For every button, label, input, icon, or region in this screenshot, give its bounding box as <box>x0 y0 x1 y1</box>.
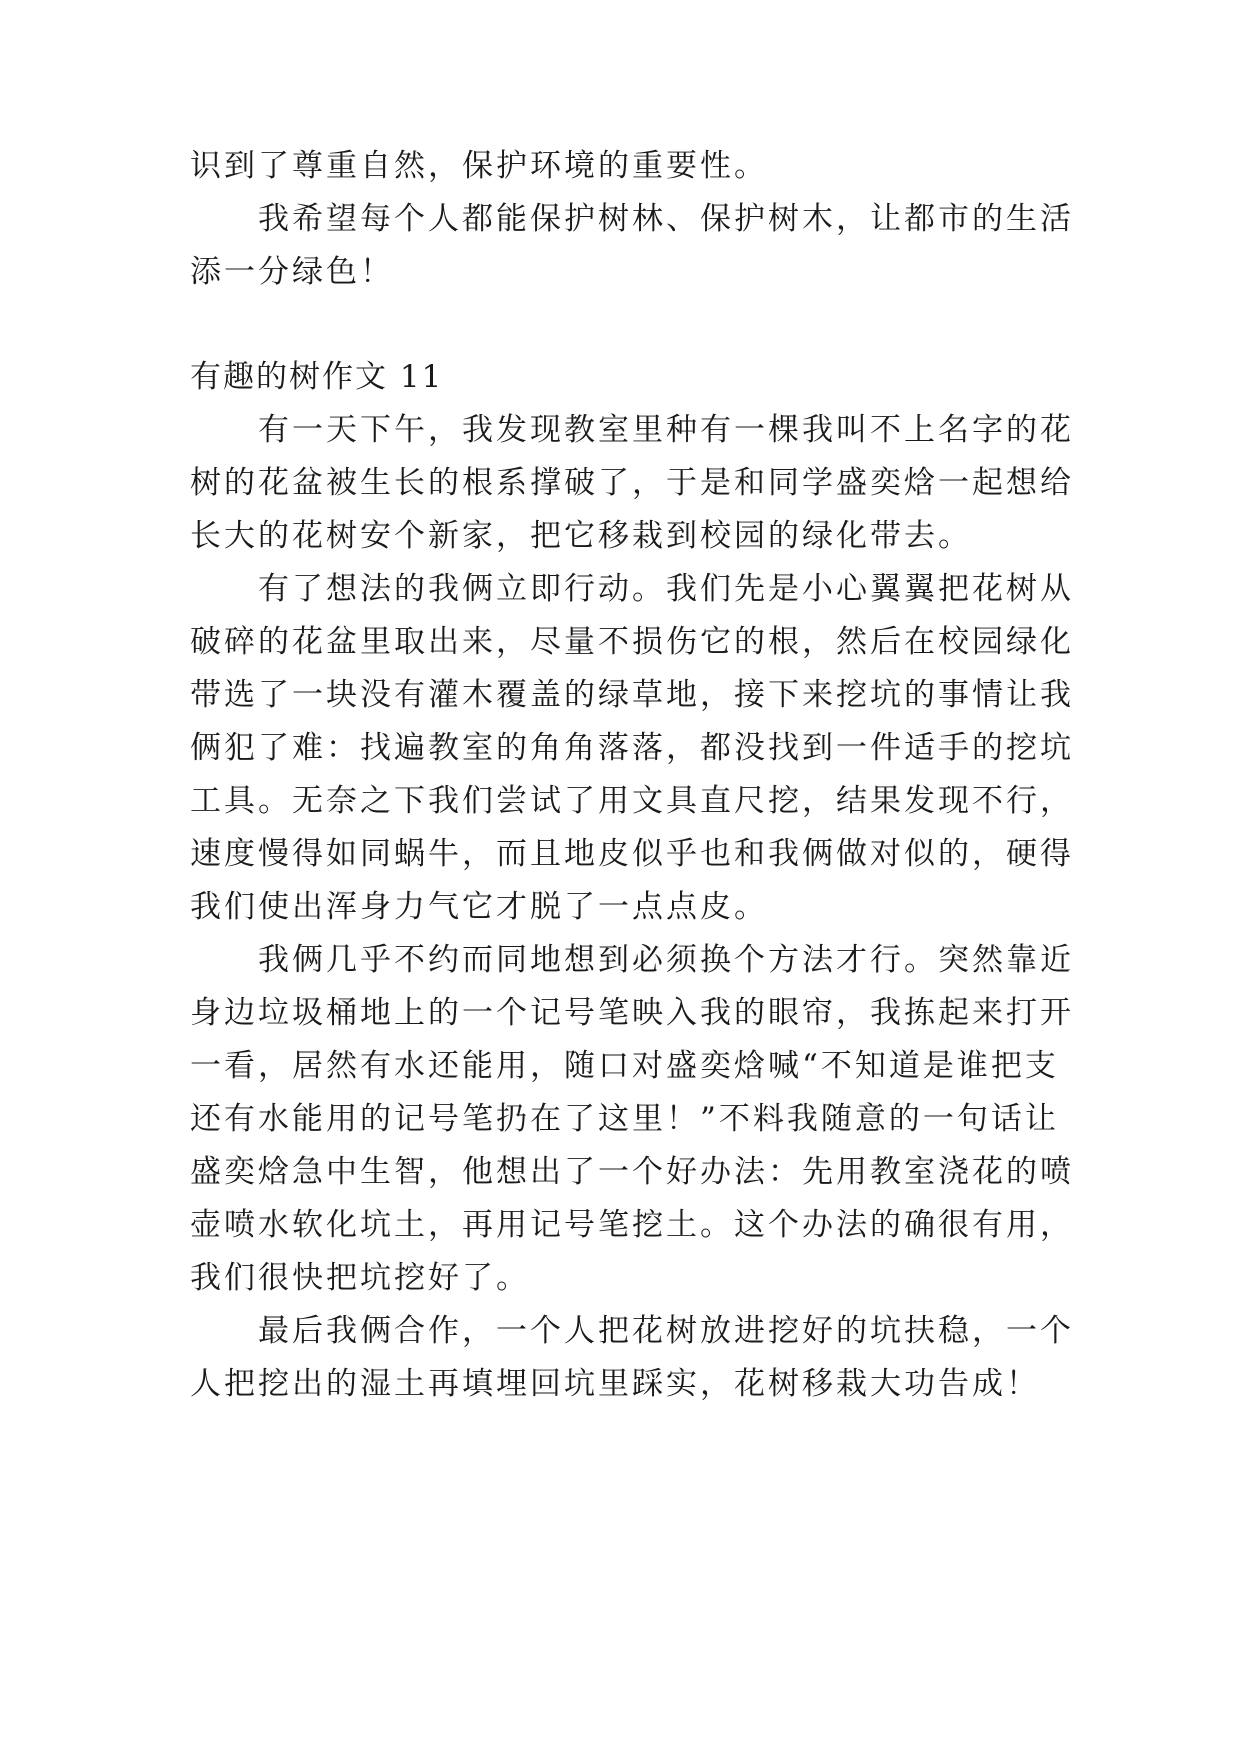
text-line: 我们很快把坑挖好了。 <box>190 1260 530 1296</box>
text-line: 树的花盆被生长的根系撑破了，于是和同学盛奕焓一起想给 <box>190 465 1074 501</box>
text-line: 破碎的花盆里取出来，尽量不损伤它的根，然后在校园绿化 <box>190 624 1074 660</box>
text-line: 有了想法的我俩立即行动。我们先是小心翼翼把花树从 <box>258 571 1074 607</box>
section-title: 有趣的树作文 11 <box>190 359 444 395</box>
text-line: 俩犯了难：找遍教室的角角落落，都没找到一件适手的挖坑 <box>190 730 1074 766</box>
text-line: 有一天下午，我发现教室里种有一棵我叫不上名字的花 <box>258 412 1074 448</box>
text-line: 识到了尊重自然，保护环境的重要性。 <box>190 148 768 184</box>
text-line: 壶喷水软化坑土，再用记号笔挖土。这个办法的确很有用， <box>190 1207 1074 1243</box>
text-line: 带选了一块没有灌木覆盖的绿草地，接下来挖坑的事情让我 <box>190 677 1074 713</box>
text-line: 速度慢得如同蜗牛，而且地皮似乎也和我俩做对似的，硬得 <box>190 836 1074 872</box>
text-line: 添一分绿色！ <box>190 254 394 290</box>
text-line: 我希望每个人都能保护树林、保护树木，让都市的生活 <box>258 201 1074 237</box>
text-line: 盛奕焓急中生智，他想出了一个好办法：先用教室浇花的喷 <box>190 1154 1074 1190</box>
text-line: 身边垃圾桶地上的一个记号笔映入我的眼帘，我拣起来打开 <box>190 995 1074 1031</box>
text-line: 我们使出浑身力气它才脱了一点点皮。 <box>190 889 768 925</box>
text-line: 人把挖出的湿土再填埋回坑里踩实，花树移栽大功告成！ <box>190 1366 1040 1402</box>
text-line: 工具。无奈之下我们尝试了用文具直尺挖，结果发现不行， <box>190 783 1074 819</box>
text-line: 我俩几乎不约而同地想到必须换个方法才行。突然靠近 <box>258 942 1074 978</box>
text-line: 还有水能用的记号笔扔在了这里！”不料我随意的一句话让 <box>190 1101 1059 1137</box>
text-line: 一看，居然有水还能用，随口对盛奕焓喊“不知道是谁把支 <box>190 1048 1059 1084</box>
text-line: 最后我俩合作，一个人把花树放进挖好的坑扶稳，一个 <box>258 1313 1074 1349</box>
text-line: 长大的花树安个新家，把它移栽到校园的绿化带去。 <box>190 518 972 554</box>
